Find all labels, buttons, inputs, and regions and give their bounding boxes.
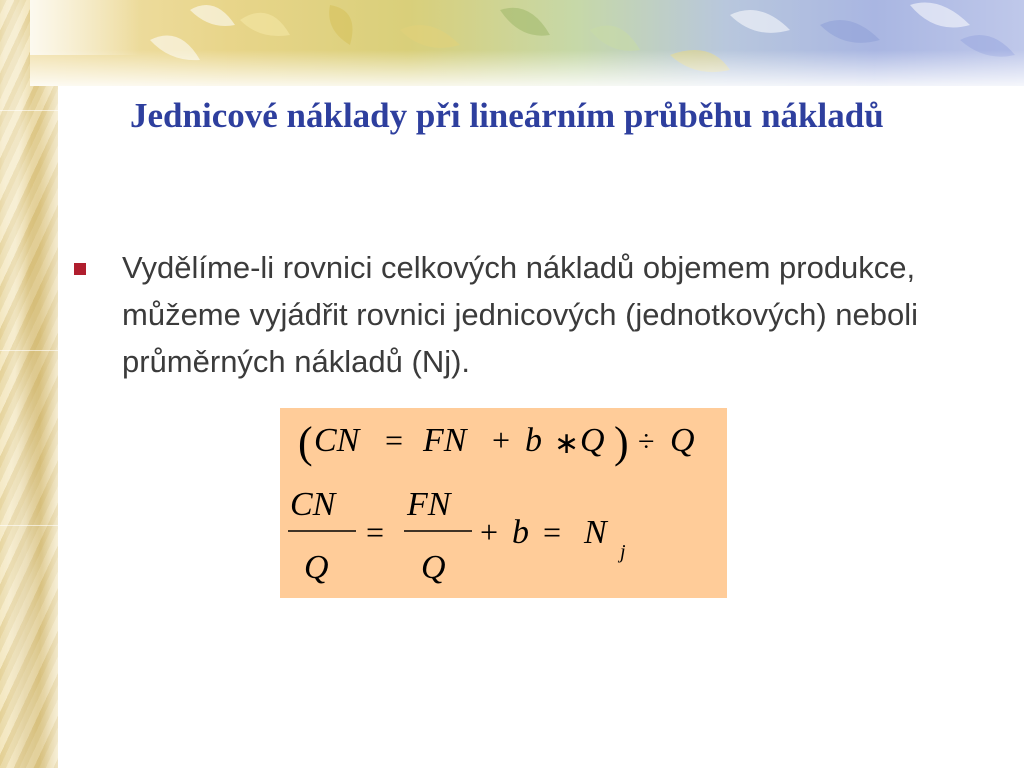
formula-fn: FN bbox=[423, 422, 467, 459]
formula-subscript-j: j bbox=[620, 541, 626, 563]
banner-fade bbox=[30, 50, 1024, 86]
formula-cn: CN bbox=[314, 422, 360, 459]
formula-b: b bbox=[512, 514, 529, 551]
formula-plus: + bbox=[480, 514, 499, 550]
formula-open-paren: ( bbox=[298, 418, 313, 467]
fraction1-denominator: Q bbox=[304, 549, 329, 586]
formula-divide: ÷ bbox=[638, 425, 655, 458]
left-strip-fade bbox=[40, 0, 80, 768]
formula-q: Q bbox=[580, 422, 605, 459]
banner-left-highlight bbox=[30, 0, 140, 55]
formula-n: N bbox=[584, 514, 607, 551]
formula-times: ∗ bbox=[554, 427, 580, 460]
fraction1-numerator: CN bbox=[290, 486, 336, 523]
formula-plus: + bbox=[492, 422, 511, 458]
formula-q-divisor: Q bbox=[670, 422, 695, 459]
fraction2-numerator: FN bbox=[407, 486, 451, 523]
bullet-text: Vydělíme-li rovnici celkových nákladů objemem produkce, můžeme vyjádřit rovnici jednicových (jednotkových) neboli průměrných nákladů (Nj). bbox=[122, 250, 919, 379]
slide-title: Jednicové náklady při lineárním průběhu nákladů bbox=[130, 96, 884, 135]
fraction2-denominator: Q bbox=[421, 549, 446, 586]
formula-b: b bbox=[525, 422, 542, 459]
top-decorative-banner bbox=[30, 0, 1024, 86]
formula-equals: = bbox=[366, 514, 385, 550]
formula-close-paren: ) bbox=[614, 418, 629, 467]
formula-equals: = bbox=[543, 514, 562, 550]
formula-equals: = bbox=[385, 422, 404, 458]
formula-equations bbox=[280, 408, 727, 598]
square-bullet-icon bbox=[74, 263, 86, 275]
formula-box bbox=[280, 408, 727, 598]
